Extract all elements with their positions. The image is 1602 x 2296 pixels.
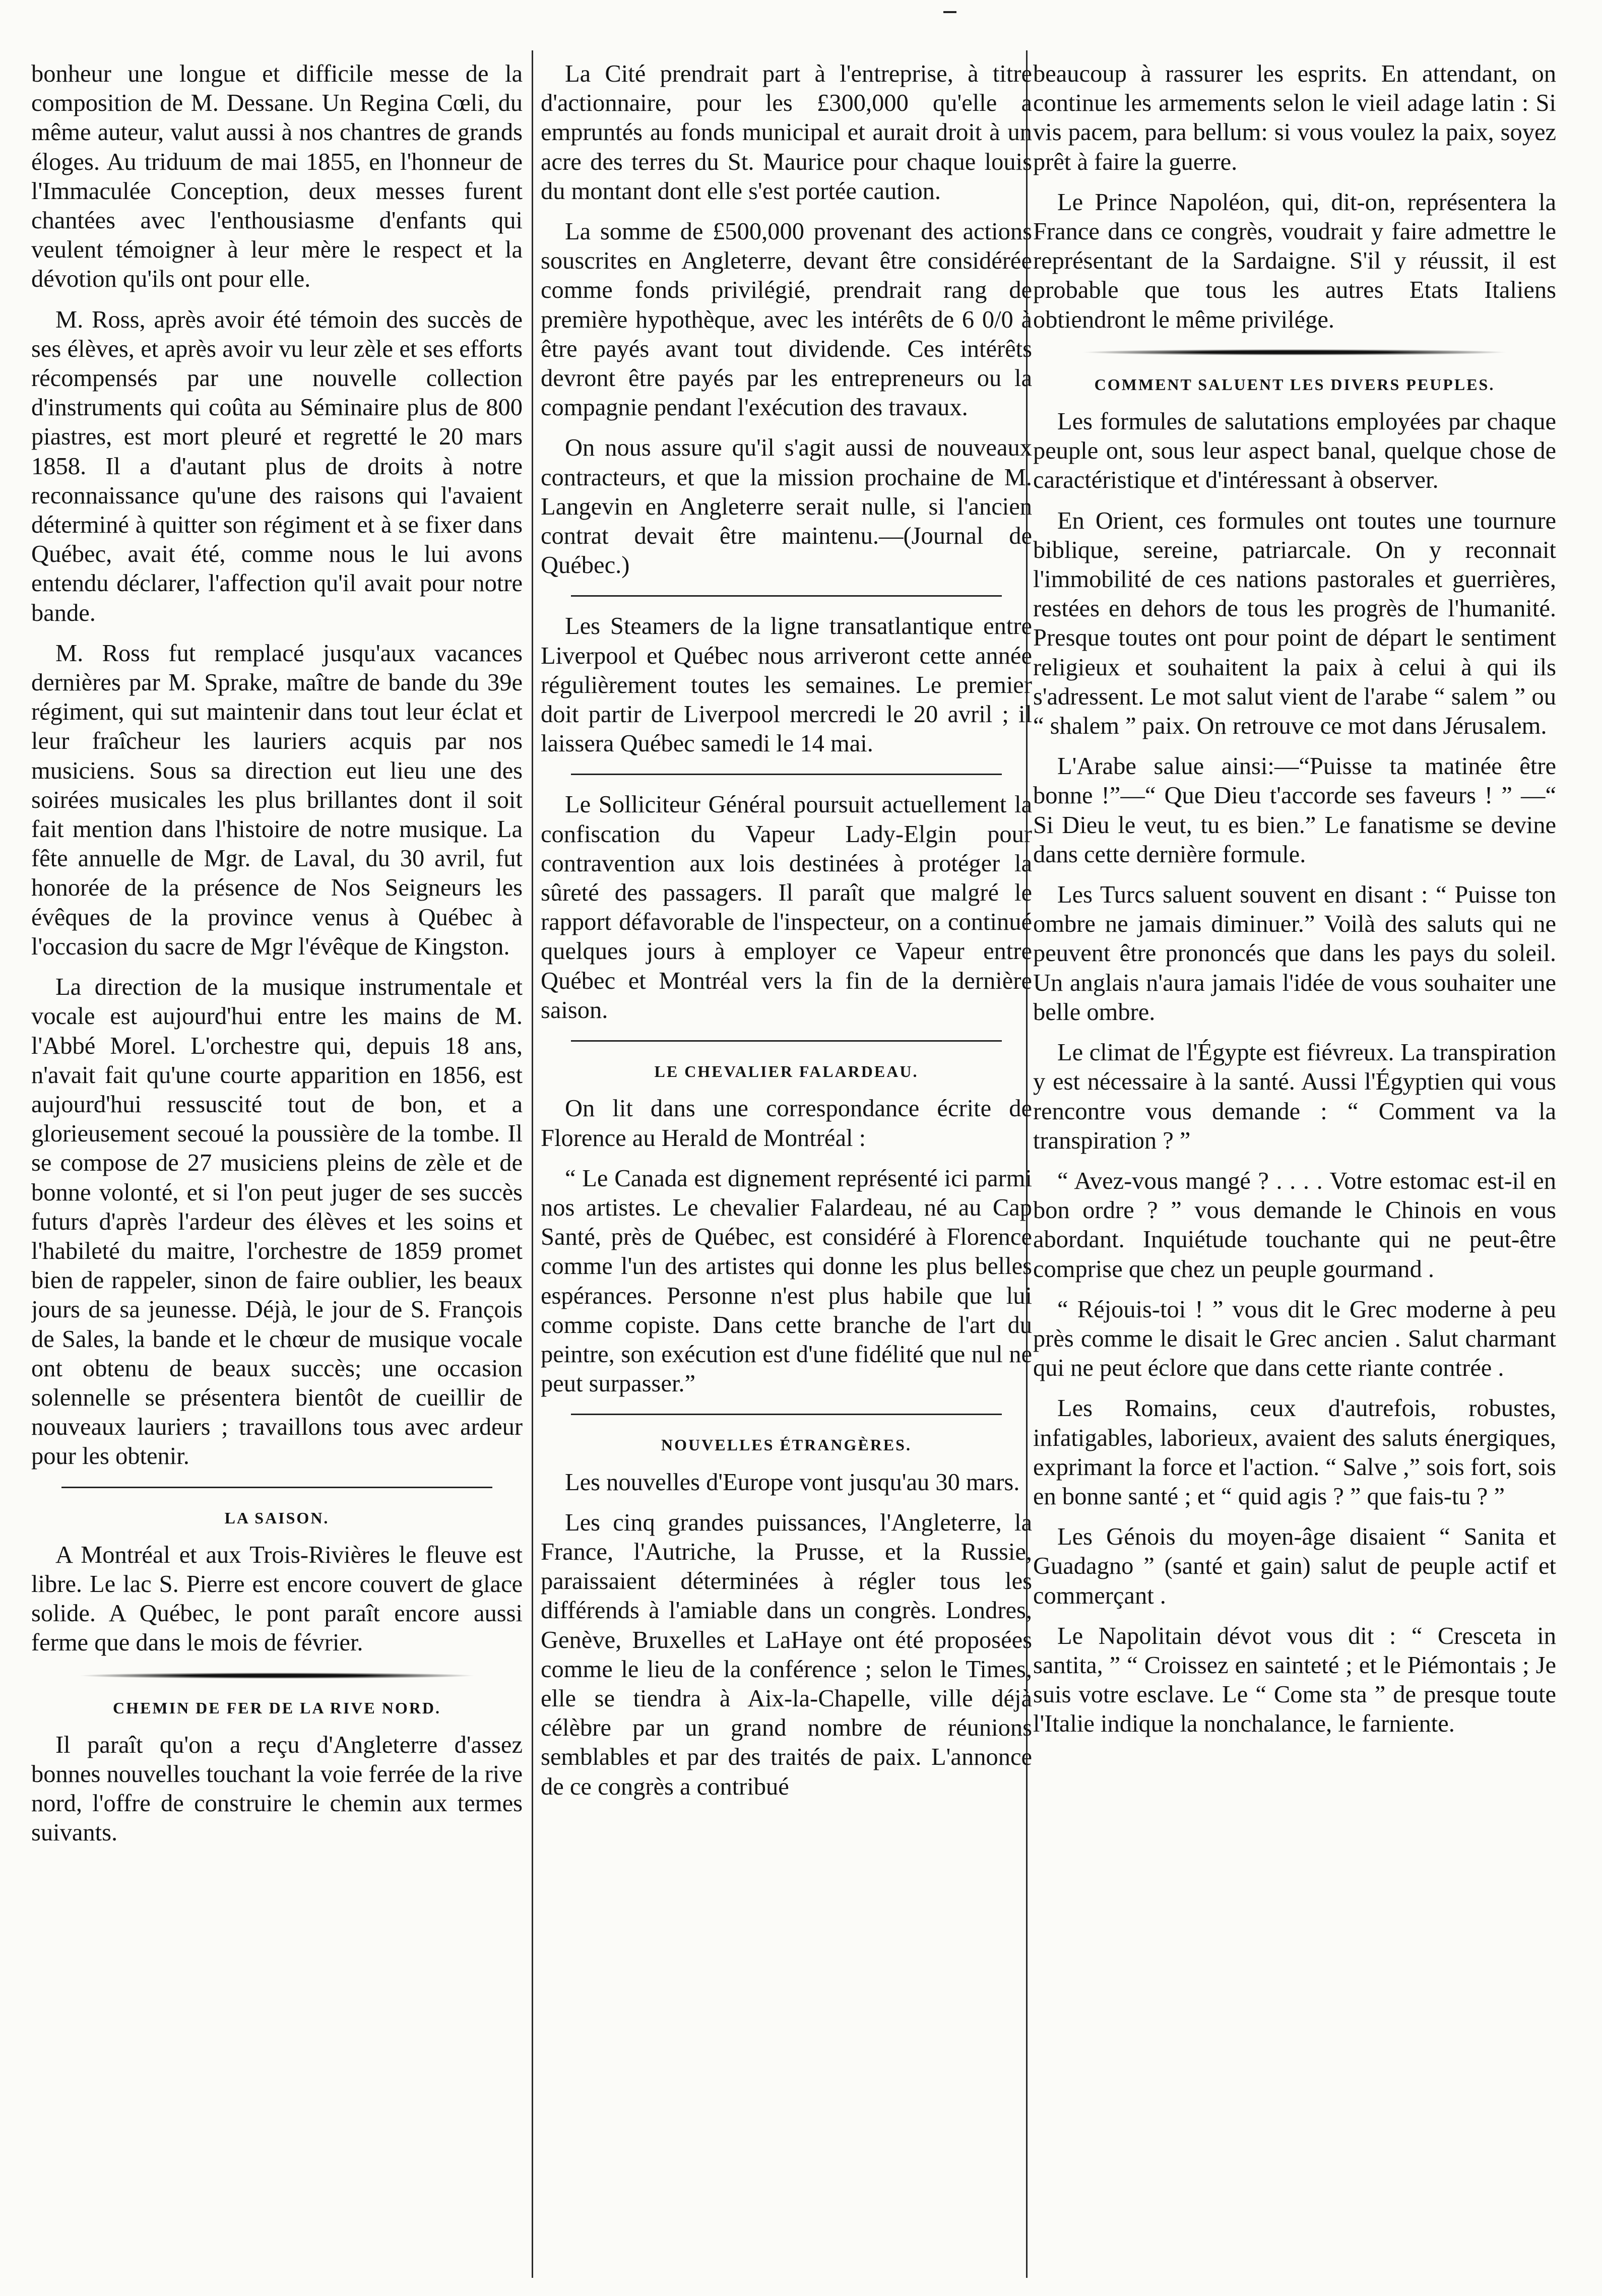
section-ornament [1053, 349, 1536, 356]
article-paragraph: Le climat de l'Égypte est fiévreux. La transpiration y est nécessaire à la santé. Aussi l'Égyptien qui vous rencontre vous demande : “ Comment va la transpiration ? ” [1033, 1039, 1556, 1154]
column-divider-1 [532, 50, 533, 2278]
article-paragraph: “ Avez-vous mangé ? . . . . Votre estomac est-il en bon ordre ? ” vous demande le Chinois en vous abordant. Inquiétude touchante qui ne peut-être comprise que chez un peuple gourmand . [1033, 1167, 1556, 1283]
section-rule [571, 1040, 1002, 1042]
article-paragraph: A Montréal et aux Trois-Rivières le fleuve est libre. Le lac S. Pierre est encore couvert de glace solide. A Québec, le pont paraît encore aussi ferme que dans le mois de février. [31, 1541, 523, 1656]
section-heading: CHEMIN DE FER DE LA RIVE NORD. [113, 1698, 441, 1717]
top-mark [943, 11, 956, 13]
article-paragraph: M. Ross, après avoir été témoin des succès de ses élèves, et après avoir vu leur zèle et ses efforts récompensés par une nouvelle collection d'instruments qui coûta au Séminaire plus de 800 piastres, est mort pleuré et regretté le 20 mars 1858. Il a d'autant plus de droits à notre reconnaissance qu'une des raisons qui l'avaient déterminé à quitter son régiment et à se fixer dans Québec, avait été, comme nous le lui avons entendu déclarer, l'affection qu'il avait pour notre bande. [31, 306, 523, 626]
section-rule [571, 1414, 1002, 1415]
article-paragraph: Les Génois du moyen-âge disaient “ Sanita et Guadagno ” (santé et gain) salut de peuple actif et commerçant . [1033, 1523, 1556, 1609]
article-paragraph: L'Arabe salue ainsi:—“Puisse ta matinée être bonne !”—“ Que Dieu t'accorde ses faveurs ! ” —“ Si Dieu le veut, tu es bien.” Le fanatisme se devine dans cette dernière formule. [1033, 753, 1556, 868]
article-paragraph: Le Napolitain dévot vous dit : “ Cresceta in santita, ” “ Croissez en sainteté ; et le Piémontais ; Je suis votre esclave. Le “ Come sta ” de presque toute l'Italie indique la nonchalance, le farniente. [1033, 1622, 1556, 1738]
article-paragraph: La direction de la musique instrumentale et vocale est aujourd'hui entre les mains de M. l'Abbé Morel. L'orchestre qui, depuis 18 ans, n'avait fait qu'une courte apparition en 1856, est aujourd'hui ressuscité tout de bon, et a glorieusement secoué la poussière de la tombe. Il se compose de 27 musiciens pleins de zèle et de bonne volonté, et si l'on peut juger de ses succès futurs d'après l'ardeur des élèves et les soins et l'habileté du maitre, l'orchestre de 1859 promet bien de rappeler, sinon de faire oublier, les beaux jours de sa jeunesse. Déjà, le jour de S. François de Sales, la bande et le chœur de musique vocale ont obtenu de beaux succès; une occasion solennelle se présentera bientôt de cueillir de nouveaux lauriers ; travaillons tous avec ardeur pour les obtenir. [31, 974, 523, 1470]
section-heading: LA SAISON. [224, 1508, 330, 1527]
article-paragraph: La Cité prendrait part à l'entreprise, à titre d'actionnaire, pour les £300,000 qu'elle a empruntés au fonds municipal et aurait droit à un acre des terres du St. Maurice pour chaque louis du montant dont elle s'est portée caution. [541, 60, 1032, 205]
column-2 [541, 59, 1032, 2277]
section-rule [571, 595, 1002, 597]
article-paragraph: bonheur une longue et difficile messe de la composition de M. Dessane. Un Regina Cœli, du même auteur, valut aussi à nos chantres de grands éloges. Au triduum de mai 1855, en l'honneur de l'Immaculée Conception, deux messes furent chantées avec l'enthousiasme d'enfants qui veulent témoigner à leur mère le respect et la dévotion qu'ils ont pour elle. [31, 60, 523, 293]
article-paragraph: Le Prince Napoléon, qui, dit-on, représentera la France dans ce congrès, voudrait y faire admettre le représentant de la Sardaigne. S'il y réussit, il est probable que tous les autres Etats Italiens obtiendront le même privilége. [1033, 188, 1556, 333]
section-heading: LE CHEVALIER FALARDEAU. [654, 1062, 919, 1081]
section-heading: COMMENT SALUENT LES DIVERS PEUPLES. [1094, 375, 1495, 394]
article-paragraph: On nous assure qu'il s'agit aussi de nouveaux contracteurs, et que la mission prochaine de M. Langevin en Angleterre serait nulle, si l'ancien contrat devait être maintenu.—(Journal de Québec.) [541, 434, 1032, 579]
column-1 [31, 59, 523, 2277]
section-rule [61, 1487, 492, 1488]
article-paragraph: “ Réjouis-toi ! ” vous dit le Grec moderne à peu près comme le disait le Grec ancien . Salut charmant qui ne peut éclore que dans cette riante contrée . [1033, 1296, 1556, 1382]
article-paragraph: M. Ross fut remplacé jusqu'aux vacances dernières par M. Sprake, maître de bande du 39e régiment, qui sut maintenir dans tout leur éclat et leur fraîcheur les lauriers acquis par nos musiciens. Sous sa direction eut lieu une des soirées musicales les plus brillantes dont il soit fait mention dans l'histoire de notre musique. La fête annuelle de Mgr. de Laval, du 30 avril, fut honorée de la présence de Nos Seigneurs les évêques de la province venus à Québec à l'occasion du sacre de Mgr l'évêque de Kingston. [31, 640, 523, 960]
column-3 [1033, 59, 1556, 2277]
section-rule [571, 774, 1002, 775]
article-paragraph: Il paraît qu'on a reçu d'Angleterre d'assez bonnes nouvelles touchant la voie ferrée de la rive nord, l'offre de construire le chemin aux termes suivants. [31, 1731, 523, 1846]
article-paragraph: Les Romains, ceux d'autrefois, robustes, infatigables, laborieux, avaient des saluts énergiques, exprimant la force et l'action. “ Salve ,” sois fort, sois en bonne santé ; et “ quid agis ? ” que fais-tu ? ” [1033, 1395, 1556, 1510]
section-ornament [51, 1672, 502, 1679]
article-paragraph: beaucoup à rassurer les esprits. En attendant, on continue les armements selon le vieil adage latin : Si vis pacem, para bellum: si vous voulez la paix, soyez prêt à faire la guerre. [1033, 60, 1556, 175]
article-paragraph: La somme de £500,000 provenant des actions souscrites en Angleterre, devant être considérée comme fonds privilégié, prendrait rang de première hypothèque, avec les intérêts de 6 0/0 à être payés avant tout dividende. Ces intérêts devront être payés par les entrepreneurs ou la compagnie pendant l'exécution des travaux. [541, 218, 1032, 421]
article-paragraph: “ Le Canada est dignement représenté ici parmi nos artistes. Le chevalier Falardeau, né au Cap Santé, près de Québec, est considéré à Florence comme l'un des artistes qui donne les plus belles espérances. Personne n'est plus habile que lui comme copiste. Dans cette branche de l'art du peintre, son exécution est d'une fidélité que nul ne peut surpasser.” [541, 1165, 1032, 1397]
article-paragraph: Les formules de salutations employées par chaque peuple ont, sous leur aspect banal, quelque chose de caractéristique et d'intéressant à observer. [1033, 408, 1556, 494]
article-paragraph: Les Turcs saluent souvent en disant : “ Puisse ton ombre ne jamais diminuer.” Voilà des saluts qui ne peuvent être prononcés que dans les pays du soleil. Un anglais n'aura jamais l'idée de vous souhaiter une belle ombre. [1033, 881, 1556, 1026]
article-paragraph: On lit dans une correspondance écrite de Florence au Herald de Montréal : [541, 1095, 1032, 1152]
article-paragraph: Les cinq grandes puissances, l'Angleterre, la France, l'Autriche, la Prusse, et la Russie, paraissaient déterminées à régler tous les différends à l'amiable dans un congrès. Londres, Genève, Bruxelles et LaHaye ont été proposées comme le lieu de la conférence ; selon le Times, elle se tiendra à Aix-la-Chapelle, ville déjà célèbre par un grand nombre de réunions semblables et par des traités de paix. L'annonce de ce congrès a contribué [541, 1509, 1032, 1800]
article-paragraph: En Orient, ces formules ont toutes une tournure biblique, sereine, patriarcale. On y reconnait l'immobilité de ces nations pastorales et guerrières, restées en dehors de tous les progrès de l'humanité. Presque toutes ont pour point de départ le sentiment religieux et souhaitent la paix à celui à qui ils s'adressent. Le mot salut vient de l'arabe “ salem ” ou “ shalem ” paix. On retrouve ce mot dans Jérusalem. [1033, 507, 1556, 740]
article-paragraph: Les Steamers de la ligne transatlantique entre Liverpool et Québec nous arriveront cette année régulièrement toutes les semaines. Le premier doit partir de Liverpool mercredi le 20 avril ; il laissera Québec samedi le 14 mai. [541, 613, 1032, 757]
article-paragraph: Les nouvelles d'Europe vont jusqu'au 30 mars. [565, 1469, 1020, 1496]
section-heading: NOUVELLES ÉTRANGÈRES. [661, 1436, 912, 1454]
article-paragraph: Le Solliciteur Général poursuit actuellement la confiscation du Vapeur Lady-Elgin pour contravention aux lois destinées à protéger la sûreté des passagers. Il paraît que malgré le rapport défavorable de l'inspecteur, on a continué quelques jours à employer ce Vapeur entre Québec et Montréal vers la fin de la dernière saison. [541, 791, 1032, 1024]
